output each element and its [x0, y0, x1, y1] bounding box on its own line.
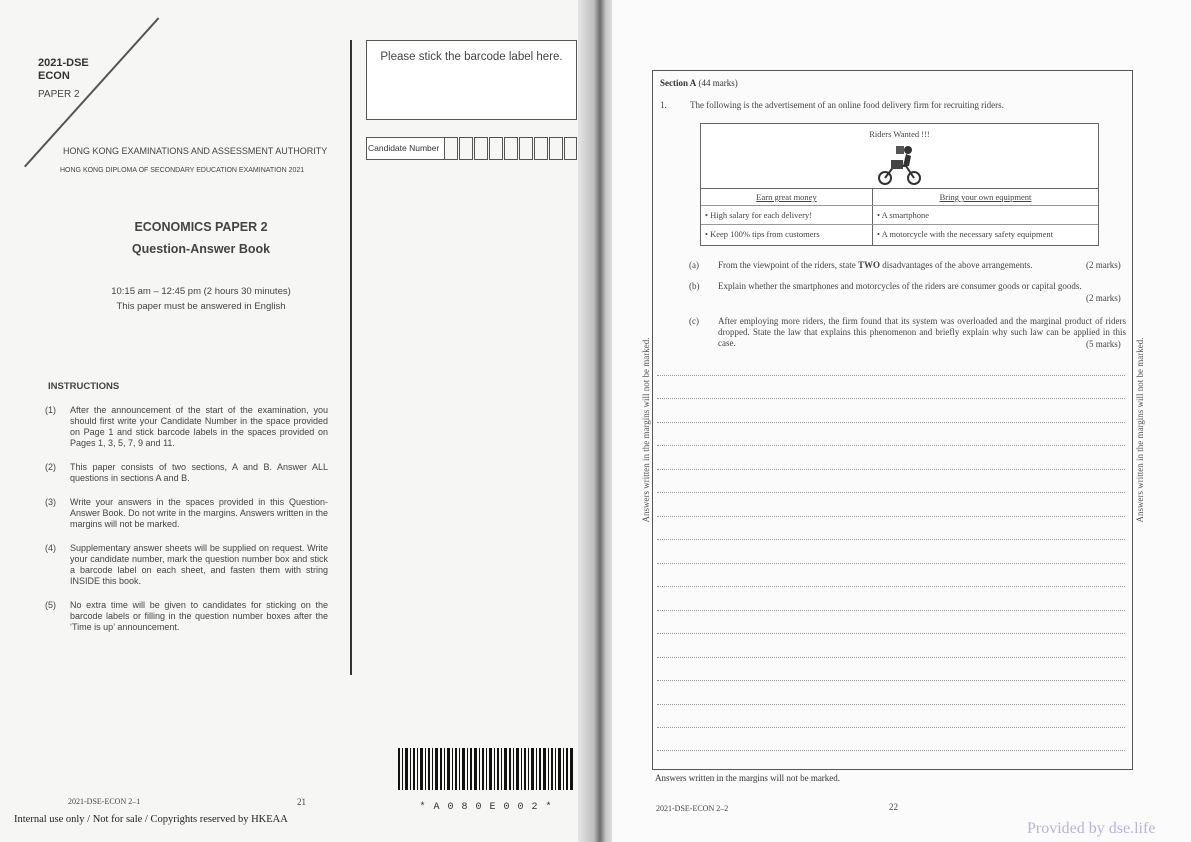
part-marks: (5 marks) — [1086, 339, 1121, 349]
paper-code-year: 2021-DSE — [38, 57, 89, 69]
part-c-text: After employing more riders, the firm found that its system was overloaded and the marginal product of riders dropped. State the law that explains this phenomenon and briefly explain why such law can be applied in this case. — [718, 316, 1126, 348]
answer-line[interactable] — [657, 586, 1125, 587]
answer-line[interactable] — [657, 727, 1125, 728]
answer-line[interactable] — [657, 657, 1125, 658]
section-heading — [660, 78, 738, 88]
right-footer-code: 2021-DSE-ECON 2–2 — [656, 804, 729, 813]
page-divider-line — [350, 40, 352, 675]
language-note: This paper must be answered in English — [116, 301, 286, 312]
instruction-text: Write your answers in the spaces provided in this Question-Answer Book. Do not write in the margins. Answers written in the margins will not be marked. — [70, 497, 328, 529]
barcode-label-box[interactable] — [366, 40, 577, 120]
authority-name: HONG KONG EXAMINATIONS AND ASSESSMENT AUTHORITY — [63, 146, 328, 156]
answer-line[interactable] — [657, 563, 1125, 564]
part-label: (b) — [689, 281, 700, 291]
instruction-text: Supplementary answer sheets will be supplied on request. Write your candidate number, mark the question number box and stick a barcode label on each sheet, and fasten them with string INSIDE this book. — [70, 543, 328, 586]
subject-title: ECONOMICS PAPER 2 — [134, 220, 268, 234]
answer-line[interactable] — [657, 422, 1125, 423]
part-marks: (2 marks) — [1086, 293, 1121, 303]
part-label: (a) — [689, 260, 699, 270]
candidate-number-label: Candidate Number — [366, 137, 445, 160]
instruction-text: After the announcement of the start of the examination, you should first write your Candidate Number in the space provided on Page 1 and stick barcode labels in the spaces provided on Pages 1, 3, 5, 7, 9 and 11. — [70, 405, 328, 448]
answer-line[interactable] — [657, 375, 1125, 376]
answer-line[interactable] — [657, 398, 1125, 399]
answer-line[interactable] — [657, 704, 1125, 705]
instruction-text: This paper consists of two sections, A and B. Answer ALL questions in sections A and B. — [70, 462, 328, 483]
instruction-number: (1) — [45, 405, 56, 415]
diploma-title: HONG KONG DIPLOMA OF SECONDARY EDUCATION EXAMINATION 2021 — [60, 167, 305, 174]
provided-by-watermark: Provided by dse.life — [1027, 820, 1156, 837]
paper-code-subject: ECON — [38, 70, 70, 82]
part-a-text: From the viewpoint of the riders, state TWO disadvantages of the above arrangements. — [718, 260, 1033, 270]
part-label: (c) — [689, 316, 699, 326]
question-number: 1. — [660, 100, 667, 110]
bottom-margin-note: Answers written in the margins will not be marked. — [655, 773, 841, 783]
answer-line[interactable] — [657, 680, 1125, 681]
answer-line[interactable] — [657, 516, 1125, 517]
answer-line[interactable] — [657, 469, 1125, 470]
candidate-number-box[interactable] — [459, 137, 473, 160]
barcode-label-instruction: Please stick the barcode label here. — [380, 51, 563, 63]
barcode — [398, 748, 574, 804]
instruction-number: (4) — [45, 543, 56, 553]
answer-line[interactable] — [657, 610, 1125, 611]
advertisement — [700, 123, 1099, 246]
ad-column-heading-equipment: Bring your own equipment — [939, 192, 1032, 202]
candidate-number-box[interactable] — [564, 137, 577, 160]
candidate-number-box[interactable] — [549, 137, 563, 160]
answer-line[interactable] — [657, 492, 1125, 493]
left-footer-code: 2021-DSE-ECON 2–1 — [68, 797, 141, 806]
paper-code — [38, 57, 89, 83]
left-margin-note: Answers written in the margins will not be marked. — [641, 337, 651, 523]
ad-item: • Keep 100% tips from customers — [705, 229, 820, 239]
candidate-number-box[interactable] — [474, 137, 488, 160]
ad-item: • High salary for each delivery! — [705, 210, 813, 220]
right-page-number: 22 — [889, 802, 898, 812]
candidate-number-box[interactable] — [489, 137, 503, 160]
part-b-text: Explain whether the smartphones and motorcycles of the riders are consumer goods or capital goods. — [718, 281, 1082, 291]
book-title: Question-Answer Book — [131, 242, 271, 256]
ad-title: Riders Wanted !!! — [869, 129, 930, 139]
answer-line[interactable] — [657, 445, 1125, 446]
instruction-number: (5) — [45, 600, 56, 610]
ad-item: • A motorcycle with the necessary safety equipment — [877, 229, 1053, 239]
instruction-number: (3) — [45, 497, 56, 507]
delivery-rider-icon — [876, 144, 924, 186]
barcode-text: * A 0 8 0 E 0 0 2 * — [419, 802, 553, 813]
instruction-text: No extra time will be given to candidates for sticking on the barcode labels or filling in the question number boxes after the ‘Time is up’ announcement. — [70, 600, 328, 632]
left-page-number: 21 — [297, 797, 306, 807]
paper-label: PAPER 2 — [38, 89, 80, 100]
candidate-number-box[interactable] — [534, 137, 548, 160]
candidate-number-box[interactable] — [504, 137, 518, 160]
exam-time: 10:15 am – 12:45 pm (2 hours 30 minutes) — [111, 286, 291, 297]
barcode-bars — [398, 748, 574, 804]
ad-column-heading-money: Earn great money — [756, 192, 817, 202]
ad-item: • A smartphone — [877, 210, 930, 220]
section-marks: (44 marks) — [698, 78, 738, 88]
question-intro: The following is the advertisement of an online food delivery firm for recruiting riders. — [690, 100, 1004, 110]
copyright-disclaimer: Internal use only / Not for sale / Copyrights reserved by HKEAA — [14, 814, 288, 825]
candidate-number-box[interactable] — [444, 137, 458, 160]
answer-line[interactable] — [657, 750, 1125, 751]
instruction-number: (2) — [45, 462, 56, 472]
answer-line[interactable] — [657, 633, 1125, 634]
answer-line[interactable] — [657, 539, 1125, 540]
right-margin-note: Answers written in the margins will not be marked. — [1135, 337, 1145, 523]
instructions-title: INSTRUCTIONS — [48, 381, 120, 392]
candidate-number-box[interactable] — [519, 137, 533, 160]
part-marks: (2 marks) — [1086, 260, 1121, 270]
section-title: Section A — [660, 78, 697, 88]
